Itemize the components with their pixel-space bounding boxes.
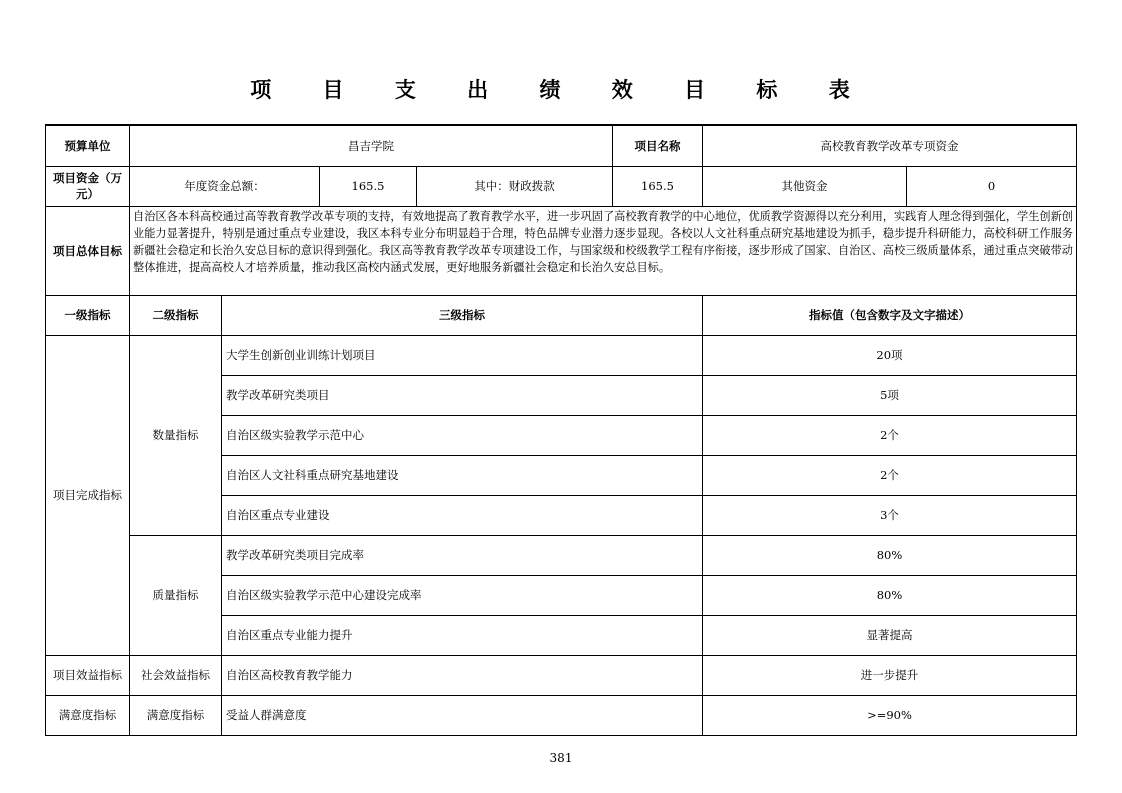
goal-label: 项目总体目标	[46, 206, 130, 295]
indicator-value: 20项	[703, 335, 1077, 375]
indicator-name: 教学改革研究类项目	[222, 375, 703, 415]
table-row	[46, 535, 1077, 575]
indicator-value: >=90%	[703, 695, 1077, 735]
funds-label: 项目资金（万元）	[46, 166, 130, 206]
col-level1: 一级指标	[46, 295, 130, 335]
goal-text: 自治区各本科高校通过高等教育教学改革专项的支持，有效地提高了教育教学水平，进一步巩固了高校教育教学的中心地位，优质教学资源得以充分利用，实践育人理念得到强化，学生创新创业能力显著提升，特别是通过重点专业建设，我区本科专业分布明显趋于合理，特色品牌专业潜力逐步显现。各校以人文社科重点研究基地建设为抓手，稳步提升科研能力，高校科研工作服务新疆社会稳定和长治久安总目标的意识得到强化。我区高等教育教学改革专项建设工作，与国家级和校级教学工程有序衔接，逐步形成了国家、自治区、高校三级质量体系，通过重点突破带动整体推进，提高高校人才培养质量，推动我区高校内涵式发展，更好地服务新疆社会稳定和长治久安总目标。	[130, 206, 1077, 295]
indicator-name: 自治区人文社科重点研究基地建设	[222, 455, 703, 495]
performance-target-table	[45, 124, 1077, 736]
other-funds-value: 0	[907, 166, 1077, 206]
budget-unit-value: 昌吉学院	[130, 125, 613, 166]
page-title: 项 目 支 出 绩 效 目 标 表	[250, 78, 872, 102]
table-row	[46, 695, 1077, 735]
group-social: 社会效益指标	[130, 655, 222, 695]
indicator-value: 5项	[703, 375, 1077, 415]
group-benefit: 项目效益指标	[46, 655, 130, 695]
table-row	[46, 335, 1077, 375]
project-name-value: 高校教育教学改革专项资金	[703, 125, 1077, 166]
indicator-value: 进一步提升	[703, 655, 1077, 695]
indicator-name: 大学生创新创业训练计划项目	[222, 335, 703, 375]
fiscal-label: 其中：财政拨款	[417, 166, 613, 206]
indicator-value: 2个	[703, 415, 1077, 455]
group-completion: 项目完成指标	[46, 335, 130, 655]
indicator-name: 自治区级实验教学示范中心建设完成率	[222, 575, 703, 615]
group-satisfaction-l2: 满意度指标	[130, 695, 222, 735]
indicator-value: 3个	[703, 495, 1077, 535]
indicator-name: 自治区重点专业能力提升	[222, 615, 703, 655]
fiscal-value: 165.5	[613, 166, 703, 206]
indicator-name: 教学改革研究类项目完成率	[222, 535, 703, 575]
col-level2: 二级指标	[130, 295, 222, 335]
indicator-value: 显著提高	[703, 615, 1077, 655]
indicator-name: 自治区级实验教学示范中心	[222, 415, 703, 455]
annual-total-value: 165.5	[320, 166, 417, 206]
col-value: 指标值（包含数字及文字描述）	[703, 295, 1077, 335]
budget-unit-label: 预算单位	[46, 125, 130, 166]
other-funds-label: 其他资金	[703, 166, 907, 206]
indicator-name: 自治区高校教育教学能力	[222, 655, 703, 695]
group-quality: 质量指标	[130, 535, 222, 655]
project-name-label: 项目名称	[613, 125, 703, 166]
indicator-name: 受益人群满意度	[222, 695, 703, 735]
indicator-value: 2个	[703, 455, 1077, 495]
table-row	[46, 655, 1077, 695]
col-level3: 三级指标	[222, 295, 703, 335]
indicator-name: 自治区重点专业建设	[222, 495, 703, 535]
indicator-value: 80%	[703, 575, 1077, 615]
group-satisfaction-l1: 满意度指标	[46, 695, 130, 735]
indicator-value: 80%	[703, 535, 1077, 575]
page-number: 381	[549, 751, 573, 765]
group-quantity: 数量指标	[130, 335, 222, 535]
annual-total-label: 年度资金总额：	[130, 166, 320, 206]
